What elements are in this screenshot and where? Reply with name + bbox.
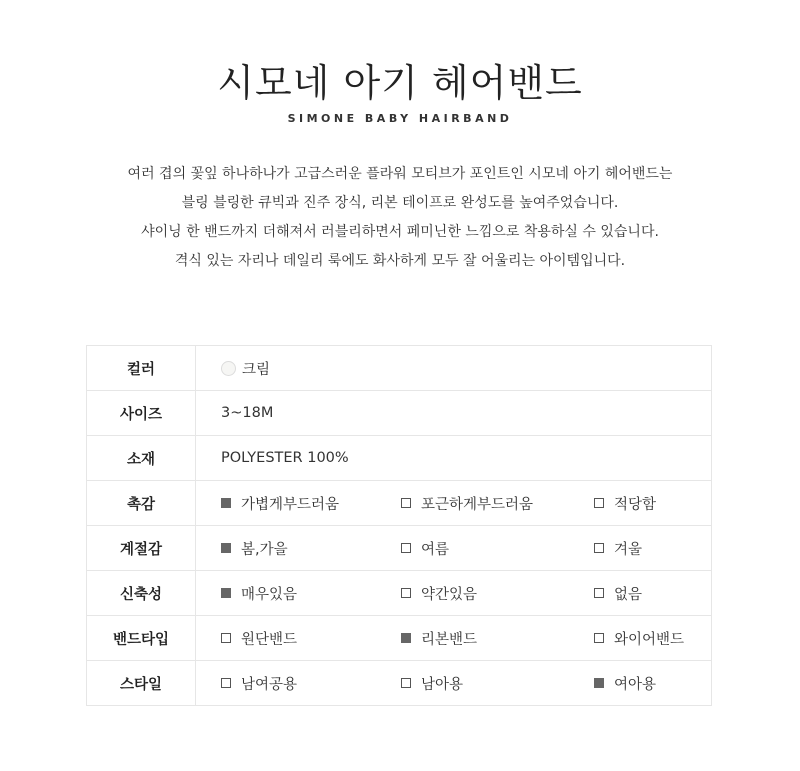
spec-row-texture	[87, 481, 712, 526]
option-item	[401, 526, 449, 570]
option-label: 봄,가을	[241, 541, 288, 558]
checkbox-icon	[594, 588, 604, 598]
spec-options	[196, 616, 712, 661]
spec-options	[196, 481, 712, 526]
checkbox-icon	[594, 498, 604, 508]
spec-row-size	[87, 391, 712, 436]
option-item	[594, 481, 656, 525]
option-label: 매우있음	[241, 586, 298, 603]
option-item	[594, 661, 656, 705]
spec-options	[196, 661, 712, 706]
option-item	[401, 661, 463, 705]
spec-label: 신축성	[87, 571, 196, 616]
checkbox-icon	[221, 678, 231, 688]
option-label: 여아용	[614, 676, 657, 693]
option-label: 없음	[614, 586, 643, 603]
spec-options	[196, 571, 712, 616]
checkbox-icon	[594, 678, 604, 688]
spec-label: 밴드타입	[87, 616, 196, 661]
option-item	[594, 616, 684, 660]
option-label: 와이어밴드	[614, 631, 685, 648]
option-label: 포근하게부드러움	[421, 496, 534, 513]
checkbox-icon	[594, 633, 604, 643]
option-label: 남여공용	[241, 676, 298, 693]
checkbox-icon	[221, 588, 231, 598]
spec-value	[196, 346, 712, 391]
description-line: 블링 블링한 큐빅과 진주 장식, 리본 테이프로 완성도를 높여주었습니다.	[181, 195, 619, 211]
option-item	[221, 526, 288, 570]
spec-options	[196, 526, 712, 571]
option-item	[594, 526, 642, 570]
option-item	[221, 661, 297, 705]
option-label: 여름	[421, 541, 450, 558]
option-label: 리본밴드	[421, 631, 478, 648]
spec-row-season	[87, 526, 712, 571]
spec-table	[86, 345, 712, 706]
option-item	[221, 481, 339, 525]
option-label: 약간있음	[421, 586, 478, 603]
spec-label: 계절감	[87, 526, 196, 571]
description-line: 샤이닝 한 밴드까지 더해져서 러블리하면서 페미닌한 느낌으로 착용하실 수 있습니다.	[141, 224, 659, 240]
option-label: 적당함	[614, 496, 657, 513]
option-item	[401, 481, 533, 525]
product-title: 시모네 아기 헤어밴드	[217, 61, 583, 105]
spec-value: 3~18M	[196, 391, 712, 436]
spec-label: 사이즈	[87, 391, 196, 436]
option-item	[401, 616, 477, 660]
option-item	[594, 571, 642, 615]
option-label: 가볍게부드러움	[241, 496, 340, 513]
option-item	[401, 571, 477, 615]
color-swatch-icon	[221, 361, 236, 376]
checkbox-icon	[221, 498, 231, 508]
option-item	[221, 616, 297, 660]
spec-value: POLYESTER 100%	[196, 436, 712, 481]
product-subtitle: SIMONE BABY HAIRBAND	[287, 112, 513, 125]
checkbox-icon	[594, 543, 604, 553]
spec-row-band-type	[87, 616, 712, 661]
checkbox-icon	[401, 543, 411, 553]
description-line: 격식 있는 자리나 데일리 룩에도 화사하게 모두 잘 어울리는 아이템입니다.	[174, 253, 626, 269]
checkbox-icon	[221, 633, 231, 643]
checkbox-icon	[401, 498, 411, 508]
checkbox-icon	[401, 633, 411, 643]
checkbox-icon	[401, 588, 411, 598]
spec-row-elasticity	[87, 571, 712, 616]
color-name: 크림	[242, 361, 271, 378]
checkbox-icon	[221, 543, 231, 553]
description-line: 여러 겹의 꽃잎 하나하나가 고급스러운 플라워 모티브가 포인트인 시모네 아기 헤어밴드는	[127, 166, 673, 182]
option-label: 겨울	[614, 541, 643, 558]
product-description	[0, 160, 800, 276]
spec-label: 촉감	[87, 481, 196, 526]
option-item	[221, 571, 297, 615]
option-label: 원단밴드	[241, 631, 298, 648]
spec-label: 스타일	[87, 661, 196, 706]
checkbox-icon	[401, 678, 411, 688]
spec-label: 컬러	[87, 346, 196, 391]
spec-row-color	[87, 346, 712, 391]
spec-label: 소재	[87, 436, 196, 481]
spec-row-style	[87, 661, 712, 706]
option-label: 남아용	[421, 676, 464, 693]
spec-row-material	[87, 436, 712, 481]
